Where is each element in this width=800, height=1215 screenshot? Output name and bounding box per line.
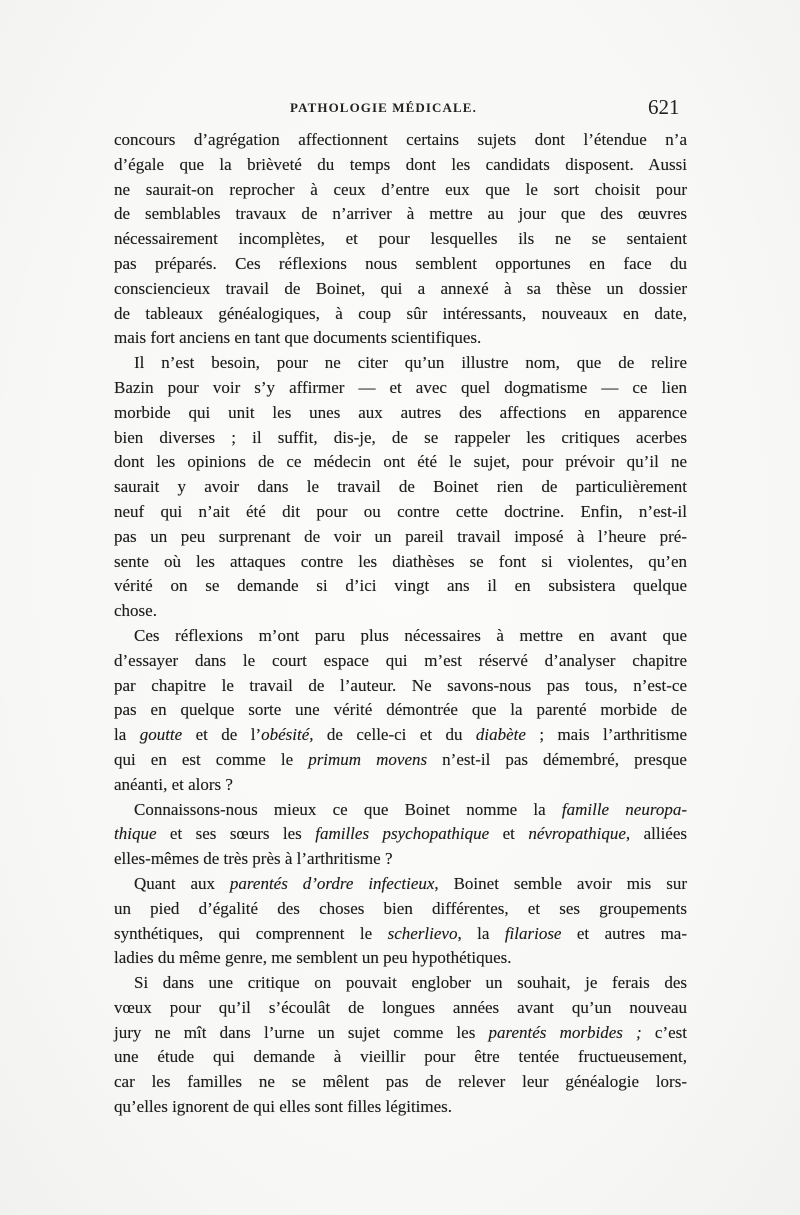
text-line [114, 574, 687, 599]
text-line [114, 748, 687, 773]
text-line [114, 277, 687, 302]
text-line [114, 326, 687, 351]
paragraph [114, 128, 687, 351]
text-run: la [114, 725, 140, 745]
text-line [114, 773, 687, 798]
text-line [114, 1070, 687, 1095]
text-run: vérité on se demande si d’ici vingt ans il en subsistera quelque [114, 576, 687, 596]
text-line [114, 202, 687, 227]
text-run: Connaissons-nous mieux ce que Boinet nomme la [134, 799, 562, 819]
paragraph [114, 624, 687, 798]
text-run: c’est [641, 1022, 687, 1042]
text-run: elles-mêmes de très près à l’arthritisme ? [114, 849, 393, 869]
text-line [114, 227, 687, 252]
text-line [114, 252, 687, 277]
text-line [114, 674, 687, 699]
text-run: qu’elles ignorent de qui elles sont filles légitimes. [114, 1097, 453, 1117]
text-run: et de l’ [182, 725, 262, 745]
text-run: d’essayer dans le court espace qui m’est réservé d’analyser chapitre [114, 650, 687, 670]
italic-run: scherlievo [387, 923, 458, 943]
text-line [114, 922, 687, 947]
italic-run: filariose [504, 923, 562, 943]
body-text [114, 128, 687, 1120]
text-run: ; mais l’arthritisme [525, 725, 687, 745]
italic-run: familles psychopathique [315, 824, 490, 844]
italic-run: parentés d’ordre infectieux [229, 873, 435, 893]
text-line [114, 550, 687, 575]
text-run: synthétiques, qui comprennent le [114, 923, 388, 943]
text-line [114, 1045, 687, 1070]
text-line [114, 351, 687, 376]
text-line [114, 946, 687, 971]
text-run: Si dans une critique on pouvait englober un souhait, je ferais des [134, 973, 687, 993]
text-run: ladies du même genre, me semblent un peu hypothétiques. [114, 948, 512, 968]
text-run: d’égale que la brièveté du temps dont les candidats disposent. Aussi [114, 154, 687, 174]
text-line [114, 302, 687, 327]
italic-run: famille neuropa- [561, 799, 688, 819]
italic-run: névropathique [528, 824, 626, 844]
italic-run: thique [114, 824, 157, 844]
text-run: une étude qui demande à vieillir pour être tentée fructueusement, [114, 1047, 687, 1067]
text-run: consciencieux travail de Boinet, qui a annexé à sa thèse un dossier [114, 278, 687, 298]
italic-run: diabète [475, 725, 526, 745]
text-run: sente où les attaques contre les diathèses se font si violentes, qu’en [114, 551, 687, 571]
text-line [114, 624, 687, 649]
text-line [114, 698, 687, 723]
text-line [114, 847, 687, 872]
text-line [114, 872, 687, 897]
text-run: car les familles ne se mêlent pas de relever leur généalogie lors- [114, 1072, 687, 1092]
text-run: neuf qui n’ait été dit pour ou contre cette doctrine. Enfin, n’est-il [114, 501, 687, 521]
text-run: et ses sœurs les [156, 824, 316, 844]
text-run: chose. [114, 601, 157, 621]
text-run: pas préparés. Ces réflexions nous semblent opportunes en face du [114, 253, 687, 273]
text-run: bien diverses ; il suffit, dis-je, de se rappeler les critiques acerbes [114, 427, 687, 447]
italic-run: obésité, [261, 725, 314, 745]
text-run: vœux pour qu’il s’écoulât de longues années avant qu’un nouveau [114, 997, 687, 1017]
text-line [114, 401, 687, 426]
text-run: , la [457, 923, 505, 943]
text-run: Bazin pour voir s’y affirmer — et avec quel dogmatisme — ce lien [114, 377, 687, 397]
text-run: un pied d’égalité des choses bien différentes, et ses groupements [114, 898, 687, 918]
text-run: morbide qui unit les unes aux autres des affections en apparence [114, 402, 687, 422]
text-run: saurait y avoir dans le travail de Boinet rien de particulièrement [114, 477, 687, 497]
text-line [114, 996, 687, 1021]
paragraph [114, 971, 687, 1120]
text-line [114, 178, 687, 203]
text-line [114, 426, 687, 451]
text-run: , Boinet semble avoir mis sur [434, 873, 687, 893]
text-run: qui en est comme le [114, 749, 309, 769]
text-line [114, 128, 687, 153]
text-line [114, 475, 687, 500]
text-run: nécessairement incomplètes, et pour lesquelles ils ne se sentaient [114, 229, 687, 249]
text-line [114, 649, 687, 674]
italic-run: goutte [139, 725, 183, 745]
text-run: mais fort anciens en tant que documents scientifiques. [114, 328, 482, 348]
text-line [114, 376, 687, 401]
text-run: , alliées [625, 824, 688, 844]
running-head-title: PATHOLOGIE MÉDICALE. [290, 100, 477, 115]
text-line [114, 822, 687, 847]
text-run: dont les opinions de ce médecin ont été le sujet, pour prévoir qu’il ne [114, 452, 687, 472]
italic-run: primum movens [308, 749, 428, 769]
text-line [114, 971, 687, 996]
text-run: Ces réflexions m’ont paru plus nécessaires à mettre en avant que [134, 625, 687, 645]
text-line [114, 897, 687, 922]
text-run: de celle-ci et du [313, 725, 476, 745]
text-line [114, 798, 687, 823]
text-line [114, 723, 687, 748]
text-line [114, 599, 687, 624]
text-run: et autres ma- [561, 923, 687, 943]
page-number: 621 [648, 95, 680, 119]
text-line [114, 153, 687, 178]
text-line [114, 1021, 687, 1046]
italic-run: parentés morbides ; [488, 1022, 642, 1042]
text-run: de tableaux généalogiques, à coup sûr intéressants, nouveaux en date, [114, 303, 687, 323]
text-line [114, 450, 687, 475]
text-run: pas en quelque sorte une vérité démontrée que la parenté morbide de [114, 700, 687, 720]
text-run: jury ne mît dans l’urne un sujet comme les [114, 1022, 489, 1042]
text-run: et [489, 824, 529, 844]
text-run: de semblables travaux de n’arriver à mettre au jour que des œuvres [114, 204, 687, 224]
paragraph [114, 798, 687, 872]
text-line [114, 500, 687, 525]
text-run: ne saurait-on reprocher à ceux d’entre eux que le sort choisit pour [114, 179, 687, 199]
paragraph [114, 351, 687, 624]
text-run: pas un peu surprenant de voir un pareil travail imposé à l’heure pré- [114, 526, 687, 546]
text-run: par chapitre le travail de l’auteur. Ne savons-nous pas tous, n’est-ce [114, 675, 687, 695]
text-run: Il n’est besoin, pour ne citer qu’un illustre nom, que de relire [134, 353, 687, 373]
paragraph [114, 872, 687, 971]
text-run: n’est-il pas démembré, presque [427, 749, 687, 769]
text-run: anéanti, et alors ? [114, 774, 233, 794]
text-run: concours d’agrégation affectionnent certains sujets dont l’étendue n’a [114, 130, 687, 149]
text-line [114, 1095, 687, 1120]
text-line [114, 525, 687, 550]
text-run: Quant aux [134, 873, 230, 893]
